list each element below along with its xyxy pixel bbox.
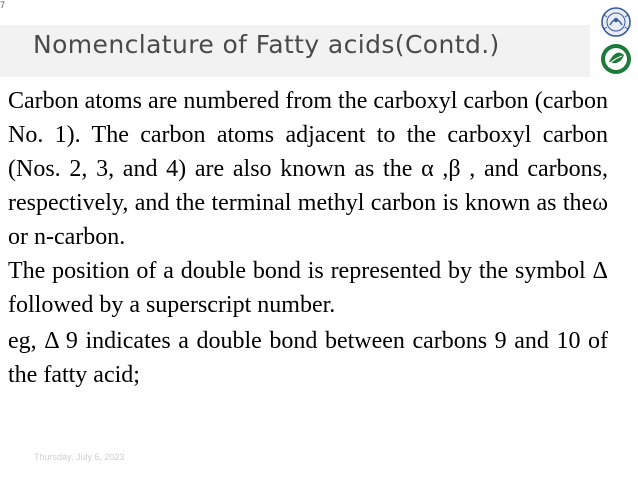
paragraph-double-bond-symbol: The position of a double bond is represented by the symbol Δ followed by a superscript number. <box>8 258 608 318</box>
slide-body <box>8 84 608 392</box>
corner-mark: 7 <box>0 0 6 10</box>
paragraph-carbon-numbering: Carbon atoms are numbered from the carboxyl carbon (carbon No. 1). The carbon atoms adjacent to the carboxyl carbon (Nos. 2, 3, and 4) are also known as the α ,β , and carbons, respectively, and the terminal methyl carbon is known as theω or n-carbon. <box>8 88 608 250</box>
leaf-badge-icon <box>600 42 632 76</box>
slide-title: Nomenclature of Fatty acids(Contd.) <box>33 30 500 59</box>
institution-emblem-icon <box>598 6 634 38</box>
paragraph-example: eg, Δ 9 indicates a double bond between carbons 9 and 10 of the fatty acid; <box>8 328 608 388</box>
footer-date: Thursday, July 6, 2023 <box>34 452 125 462</box>
